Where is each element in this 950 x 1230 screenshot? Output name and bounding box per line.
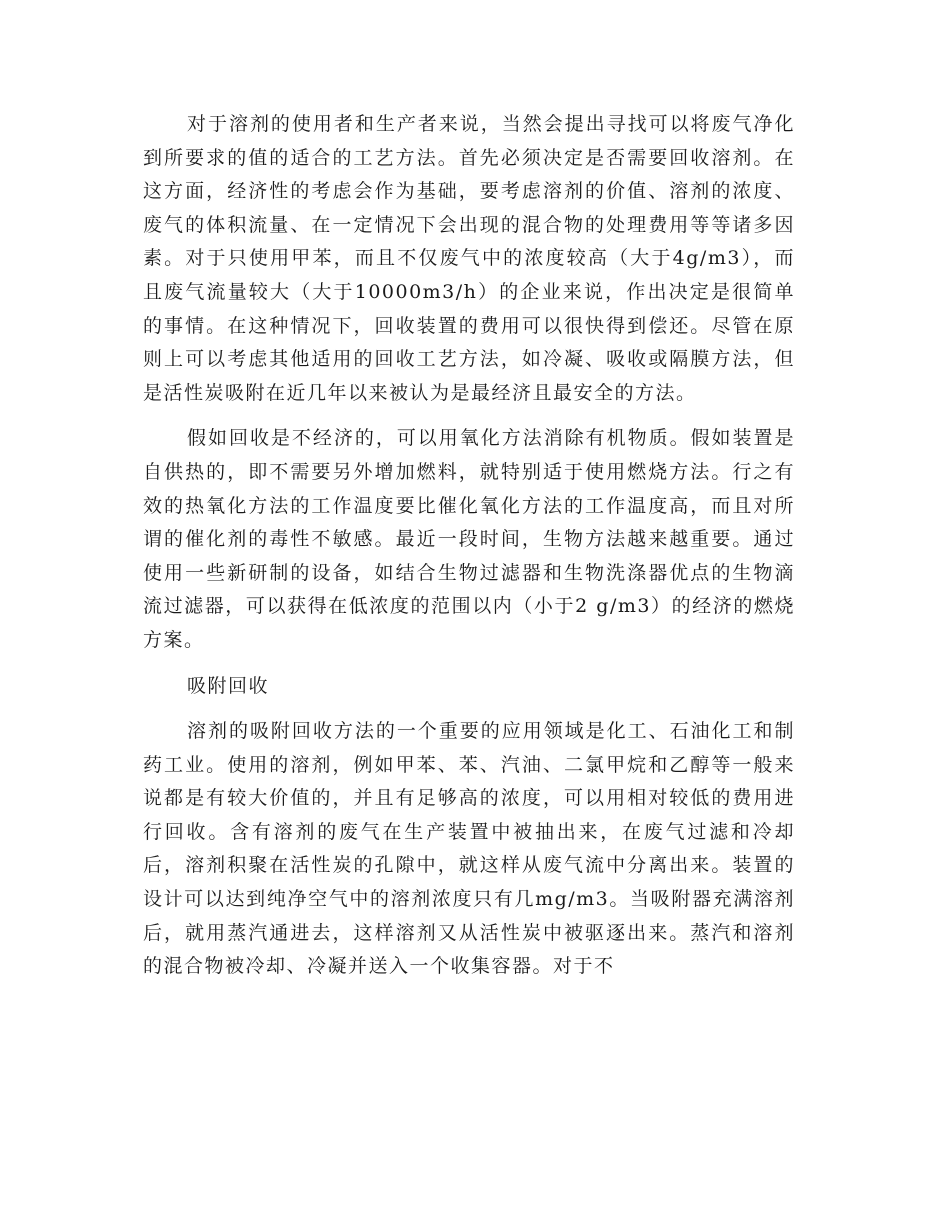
section-heading-adsorption: 吸附回收 bbox=[187, 674, 270, 697]
document-body bbox=[143, 108, 795, 996]
paragraph-adsorption-recovery: 溶剂的吸附回收方法的一个重要的应用领域是化工、石油化工和制药工业。使用的溶剂，例如甲苯、苯、汽油、二氯甲烷和乙醇等一般来说都是有较大价值的，并且有足够高的浓度，可以用相对较低的费用进行回收。含有溶剂的废气在生产装置中被抽出来，在废气过滤和冷却后，溶剂积聚在活性炭的孔隙中，就这样从废气流中分离出来。装置的设计可以达到纯净空气中的溶剂浓度只有几mg/m3。当吸附器充满溶剂后，就用蒸汽通进去，这样溶剂又从活性炭中被驱逐出来。蒸汽和溶剂的混合物被冷却、冷凝并送入一个收集容器。对于不 bbox=[143, 720, 795, 978]
paragraph-oxidation-methods: 假如回收是不经济的，可以用氧化方法消除有机物质。假如装置是自供热的，即不需要另外增加燃料，就特别适于使用燃烧方法。行之有效的热氧化方法的工作温度要比催化氧化方法的工作温度高，而且对所谓的催化剂的毒性不敏感。最近一段时间，生物方法越来越重要。通过使用一些新研制的设备，如结合生物过滤器和生物洗涤器优点的生物滴流过滤器，可以获得在低浓度的范围以内（小于2 g/m3）的经济的燃烧方案。 bbox=[143, 427, 795, 651]
paragraph-solvent-recovery-intro: 对于溶剂的使用者和生产者来说，当然会提出寻找可以将废气净化到所要求的值的适合的工艺方法。首先必须决定是否需要回收溶剂。在这方面，经济性的考虑会作为基础，要考虑溶剂的价值、溶剂的浓度、废气的体积流量、在一定情况下会出现的混合物的处理费用等等诸多因素。对于只使用甲苯，而且不仅废气中的浓度较高（大于4g/m3），而且废气流量较大（大于10000m3/h）的企业来说，作出决定是很简单的事情。在这种情况下，回收装置的费用可以很快得到偿还。尽管在原则上可以考虑其他适用的回收工艺方法，如冷凝、吸收或隔膜方法，但是活性炭吸附在近几年以来被认为是最经济且最安全的方法。 bbox=[143, 113, 795, 404]
